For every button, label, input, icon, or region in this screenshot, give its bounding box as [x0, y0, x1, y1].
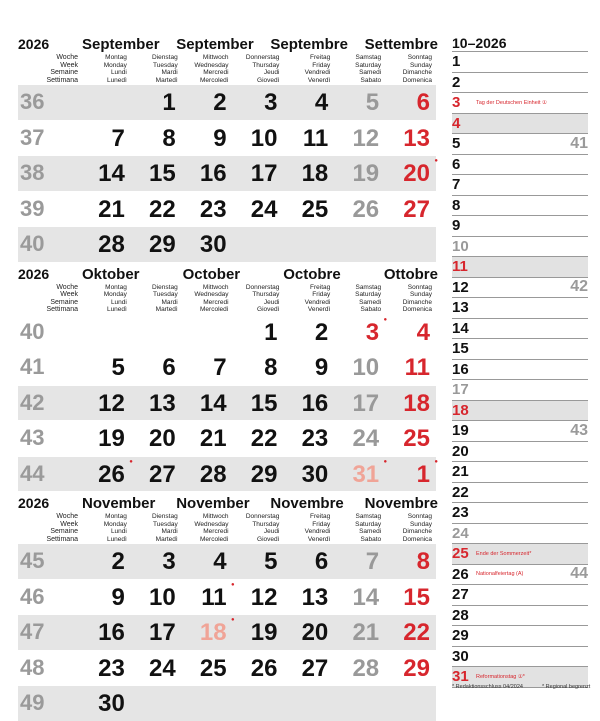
day-cell — [385, 686, 436, 721]
week-row — [18, 84, 436, 120]
week-days — [80, 350, 436, 385]
weekday-label: Montag Monday Lundi Lunedì — [103, 283, 127, 313]
week-days — [80, 615, 436, 650]
week-days — [80, 315, 436, 350]
weekday-labels — [80, 54, 436, 84]
day-cell — [283, 686, 334, 721]
month-header — [18, 32, 436, 84]
week-row — [18, 420, 436, 456]
week-number: 49 — [20, 690, 45, 716]
sidebar-day-number: 15 — [452, 340, 469, 358]
day-cell: 17 — [250, 160, 278, 187]
sidebar-day-row — [452, 93, 588, 114]
day-cell: 15 — [403, 583, 430, 611]
sidebar-day-row — [452, 606, 588, 627]
sidebar-day-number: 14 — [452, 319, 469, 337]
week-row — [18, 120, 436, 156]
holiday-note: Tag der Deutschen Einheit ① — [476, 99, 547, 106]
weekday-label: Freitag Friday Vendredi Venerdì — [304, 283, 331, 313]
holiday-note: Nationalfeiertag (A) — [476, 571, 524, 578]
week-number: 43 — [20, 425, 45, 451]
month-title: October — [182, 265, 241, 283]
month-title: Novembre — [364, 495, 438, 512]
weekday-label: Dienstag Tuesday Mardi Martedì — [152, 54, 178, 84]
day-cell: 5 — [264, 548, 278, 575]
weekday-label: Donnerstag Thursday Jeudi Giovedì — [245, 513, 280, 543]
day-cell: 20 — [149, 425, 176, 452]
weekday-label: Mittwoch Wednesday Mercredi Mercoledì — [194, 513, 229, 543]
week-number: 45 — [20, 548, 45, 574]
weekday-label: Sonntag Sunday Dimanche Domenica — [402, 283, 432, 313]
month-header — [18, 491, 436, 543]
day-cell: 1 ● — [416, 458, 438, 488]
weekday-label: Samstag Saturday Samedi Sabato — [355, 54, 382, 84]
week-row — [18, 349, 436, 385]
sidebar-day-number: 6 — [452, 155, 461, 173]
day-cell — [182, 315, 233, 350]
day-cell: 29 — [403, 654, 430, 682]
weekday-label: Donnerstag Thursday Jeudi Giovedì — [245, 283, 280, 313]
sidebar-day-number: 16 — [452, 360, 469, 378]
day-cell: 19 — [98, 425, 125, 452]
week-days — [80, 192, 436, 227]
day-cell: 13 — [403, 124, 430, 152]
month-sidebar — [452, 32, 591, 690]
day-cell: 27 — [403, 195, 430, 223]
week-row — [18, 650, 436, 686]
weekday-label: Dienstag Tuesday Mardi Martedì — [152, 283, 178, 313]
day-cell — [283, 227, 334, 262]
day-cell: 23 — [199, 195, 227, 223]
footer-note-right: * Regional begrenzt — [542, 684, 591, 690]
day-cell: 3 — [264, 89, 278, 116]
week-row — [18, 614, 436, 650]
sidebar-day-number: 28 — [452, 606, 469, 624]
sidebar-day-row — [452, 401, 588, 422]
holiday-note: Ende der Sommerzeit* — [476, 550, 532, 557]
week-number: 47 — [20, 619, 45, 645]
sidebar-day-number: 11 — [452, 258, 468, 276]
day-cell: 28 — [199, 460, 227, 488]
weekday-label: Samstag Saturday Samedi Sabato — [355, 283, 382, 313]
sidebar-day-number: 19 — [452, 422, 469, 440]
day-cell — [80, 85, 131, 120]
day-cell: 31 ● — [352, 458, 388, 488]
day-cell: 14 — [98, 160, 125, 187]
year-label: 2026 — [18, 495, 50, 511]
footer-note-left: * Redaktionsschluss 04/2024 — [452, 684, 523, 690]
month-title: November — [176, 495, 250, 512]
week-days — [80, 421, 436, 456]
sidebar-day-number: 1 — [452, 53, 461, 71]
day-cell: 9 — [111, 583, 125, 611]
week-number: 37 — [20, 124, 45, 150]
month-block — [18, 262, 436, 492]
day-cell: 14 — [352, 583, 380, 611]
sidebar-day-number: 5 — [452, 135, 461, 153]
week-number: 42 — [20, 389, 45, 415]
sidebar-day-row — [452, 196, 588, 217]
sidebar-day-row — [452, 319, 588, 340]
sidebar-day-number: 7 — [452, 176, 461, 194]
sidebar-day-row — [452, 278, 588, 299]
week-days — [80, 457, 436, 492]
sidebar-day-number: 2 — [452, 73, 461, 91]
day-cell: 7 — [365, 548, 380, 575]
day-cell: 19 — [352, 160, 380, 187]
day-cell: 22 — [403, 619, 430, 646]
weekday-label: Donnerstag Thursday Jeudi Giovedì — [245, 54, 280, 84]
sidebar-day-row — [452, 503, 588, 524]
weekday-label: Mittwoch Wednesday Mercredi Mercoledì — [194, 54, 229, 84]
day-cell: 30 — [98, 690, 125, 717]
month-titles — [82, 36, 438, 53]
day-cell: 23 — [98, 654, 125, 682]
week-days — [80, 651, 436, 686]
day-cell: 28 — [352, 654, 380, 682]
week-row — [18, 191, 436, 227]
day-cell: 10 — [352, 354, 380, 381]
sidebar-day-row — [452, 585, 588, 606]
month-title: Ottobre — [383, 265, 438, 283]
day-cell: 26 ● — [98, 458, 133, 488]
weekday-label: Montag Monday Lundi Lunedì — [103, 54, 127, 84]
sidebar-day-row — [452, 237, 588, 258]
sidebar-day-row — [452, 257, 588, 278]
month-block — [18, 491, 436, 721]
holiday-mark-icon: ● — [230, 617, 235, 623]
week-number: 40 — [20, 231, 45, 257]
day-cell: 18 ● — [199, 617, 235, 646]
year-label: 2026 — [18, 36, 50, 52]
week-number: 39 — [20, 195, 45, 221]
day-cell — [334, 686, 385, 721]
day-cell: 16 — [98, 619, 125, 646]
day-cell: 25 — [301, 195, 329, 223]
month-title: Octobre — [283, 265, 341, 283]
week-row — [18, 579, 436, 615]
day-cell: 26 — [352, 195, 380, 223]
month-titles — [82, 495, 438, 512]
sidebar-day-number: 18 — [452, 401, 469, 419]
day-cell: 3 ● — [365, 316, 388, 346]
weekday-label: Dienstag Tuesday Mardi Martedì — [152, 513, 178, 543]
month-header — [18, 262, 436, 314]
day-cell: 11 — [404, 354, 430, 381]
day-cell: 4 — [213, 548, 227, 575]
weekday-label: Mittwoch Wednesday Mercredi Mercoledì — [194, 283, 229, 313]
sidebar-day-row — [452, 114, 588, 135]
sidebar-day-row — [452, 626, 588, 647]
week-number: 48 — [20, 654, 45, 680]
holiday-mark-icon: ● — [383, 458, 388, 465]
month-title: September — [176, 36, 254, 53]
month-title: Novembre — [270, 495, 344, 512]
week-days — [80, 227, 436, 262]
day-cell: 16 — [199, 160, 227, 187]
week-number: 38 — [20, 160, 45, 186]
day-cell: 30 — [301, 460, 329, 488]
day-cell: 19 — [250, 619, 278, 646]
sidebar-day-row — [452, 380, 588, 401]
day-cell: 8 — [162, 124, 176, 152]
week-number: 46 — [20, 583, 45, 609]
day-cell: 29 — [149, 231, 176, 258]
day-cell: 25 — [403, 425, 430, 452]
day-cell: 2 — [111, 548, 125, 575]
day-cell: 2 — [213, 89, 227, 116]
sidebar-day-number: 12 — [452, 278, 469, 296]
sidebar-week-number: 41 — [570, 134, 588, 152]
day-cell: 29 — [250, 460, 278, 488]
day-cell: 10 — [250, 124, 278, 152]
day-cell: 18 — [403, 389, 430, 417]
sidebar-day-number: 17 — [452, 381, 469, 399]
week-days — [80, 544, 436, 579]
month-title: Septembre — [270, 36, 348, 53]
sidebar-day-number: 20 — [452, 442, 469, 460]
week-days — [80, 686, 436, 721]
sidebar-day-number: 9 — [452, 217, 461, 235]
sidebar-day-row — [452, 298, 588, 319]
sidebar-day-number: 23 — [452, 504, 469, 522]
holiday-mark-icon: ● — [434, 458, 438, 465]
sidebar-header: 10–2026 — [452, 32, 588, 52]
week-row — [18, 155, 436, 191]
day-cell: 17 — [352, 389, 380, 417]
sidebar-day-row — [452, 421, 588, 442]
day-cell — [385, 227, 436, 262]
sidebar-week-number: 42 — [570, 278, 588, 296]
day-cell: 13 — [149, 389, 176, 417]
week-days — [80, 85, 436, 120]
holiday-mark-icon: ● — [434, 158, 438, 164]
day-cell: 14 — [199, 389, 227, 417]
weekday-label: Samstag Saturday Samedi Sabato — [355, 513, 382, 543]
weekday-labels — [80, 284, 436, 314]
day-cell: 21 — [352, 619, 380, 646]
sidebar-day-number: 10 — [452, 237, 469, 255]
sidebar-day-row — [452, 462, 588, 483]
day-cell: 27 — [149, 460, 176, 488]
weekday-labels — [80, 513, 436, 543]
sidebar-day-row — [452, 544, 588, 565]
sidebar-day-row — [452, 442, 588, 463]
sidebar-day-row — [452, 524, 588, 545]
day-cell: 22 — [250, 425, 278, 452]
week-days — [80, 121, 436, 156]
week-number: 44 — [20, 460, 45, 486]
sidebar-day-row — [452, 565, 588, 586]
day-cell: 10 — [149, 583, 176, 611]
weekday-label: Sonntag Sunday Dimanche Domenica — [402, 54, 432, 84]
day-cell: 11 — [302, 124, 329, 152]
week-days — [80, 580, 436, 615]
month-block — [18, 32, 436, 262]
day-cell: 12 — [98, 389, 125, 417]
day-cell — [182, 686, 233, 721]
day-cell — [334, 227, 385, 262]
day-cell: 26 — [250, 654, 278, 682]
month-title: Settembre — [364, 36, 438, 53]
weekday-label: Sonntag Sunday Dimanche Domenica — [402, 513, 432, 543]
day-cell: 1 — [264, 318, 278, 346]
week-row — [18, 685, 436, 721]
sidebar-week-number: 44 — [570, 565, 588, 583]
day-cell: 8 — [416, 548, 430, 575]
month-title: Oktober — [82, 265, 140, 283]
day-cell: 20 — [301, 619, 329, 646]
day-cell: 15 — [149, 160, 176, 187]
day-cell — [131, 686, 182, 721]
holiday-mark-icon: ● — [383, 316, 388, 323]
day-cell: 5 — [111, 354, 125, 381]
day-cell: 9 — [314, 354, 329, 381]
month-titles — [82, 266, 438, 283]
day-cell: 7 — [213, 354, 227, 381]
day-cell: 22 — [149, 195, 176, 223]
sidebar-day-number: 21 — [452, 463, 469, 481]
week-row — [18, 543, 436, 579]
day-cell: 13 — [301, 583, 329, 611]
day-cell: 23 — [301, 425, 329, 452]
week-label: Woche Week Semaine Settimana — [46, 54, 78, 84]
sidebar-day-row — [452, 216, 588, 237]
holiday-mark-icon: ● — [230, 581, 235, 588]
sidebar-day-row — [452, 175, 588, 196]
day-cell: 6 — [162, 354, 176, 381]
day-cell: 18 — [301, 160, 329, 187]
day-cell: 24 — [250, 195, 278, 223]
week-label: Woche Week Semaine Settimana — [46, 513, 78, 543]
sidebar-day-number: 13 — [452, 299, 469, 317]
day-cell: 4 — [416, 318, 430, 346]
sidebar-day-number: 4 — [452, 114, 461, 132]
day-cell: 25 — [199, 654, 227, 682]
day-cell: 11 ● — [201, 581, 235, 611]
day-cell: 9 — [213, 124, 227, 152]
month-title: September — [82, 36, 160, 53]
sidebar-day-row — [452, 155, 588, 176]
week-row — [18, 456, 436, 492]
calendar — [18, 32, 436, 721]
day-cell: 28 — [98, 231, 125, 258]
day-cell: 17 — [149, 619, 176, 646]
day-cell: 8 — [264, 354, 278, 381]
sidebar-day-number: 24 — [452, 524, 469, 542]
sidebar-day-number: 8 — [452, 196, 461, 214]
day-cell: 5 — [365, 89, 380, 116]
day-cell: 6 — [416, 89, 430, 116]
sidebar-day-row — [452, 73, 588, 94]
sidebar-day-number: 29 — [452, 627, 469, 645]
day-cell: 15 — [250, 389, 278, 417]
week-number: 41 — [20, 354, 45, 380]
day-cell: 7 — [111, 124, 125, 152]
day-cell: 24 — [352, 425, 380, 452]
day-cell — [233, 686, 284, 721]
day-cell: 20 ● — [403, 158, 438, 187]
month-title: November — [82, 495, 156, 512]
day-cell: 3 — [162, 548, 176, 575]
day-cell: 2 — [314, 318, 329, 346]
week-row — [18, 314, 436, 350]
day-cell: 30 — [199, 231, 227, 258]
week-days — [80, 156, 436, 191]
day-cell: 21 — [98, 195, 125, 223]
week-row — [18, 385, 436, 421]
sidebar-day-row — [452, 134, 588, 155]
weekday-label: Montag Monday Lundi Lunedì — [103, 513, 127, 543]
day-cell: 1 — [162, 89, 176, 116]
sidebar-day-number: 3 — [452, 94, 461, 112]
day-cell — [233, 227, 284, 262]
sidebar-day-row — [452, 647, 588, 668]
sidebar-day-number: 31 — [452, 668, 469, 686]
day-cell — [80, 315, 131, 350]
day-cell — [131, 315, 182, 350]
sidebar-week-number: 43 — [570, 421, 588, 439]
sidebar-day-number: 27 — [452, 586, 469, 604]
sidebar-day-number: 26 — [452, 565, 469, 583]
day-cell: 6 — [314, 548, 329, 575]
weekday-label: Freitag Friday Vendredi Venerdì — [304, 54, 331, 84]
day-cell: 12 — [250, 583, 278, 611]
sidebar-day-number: 30 — [452, 647, 469, 665]
year-label: 2026 — [18, 265, 50, 282]
sidebar-day-row — [452, 360, 588, 381]
sidebar-day-row — [452, 52, 588, 73]
weekday-label: Freitag Friday Vendredi Venerdì — [304, 513, 331, 543]
day-cell: 24 — [149, 654, 176, 682]
day-cell: 21 — [199, 425, 227, 452]
day-cell: 12 — [352, 124, 380, 152]
sidebar-day-row — [452, 339, 588, 360]
week-days — [80, 386, 436, 421]
sidebar-day-number: 22 — [452, 483, 469, 501]
week-number: 36 — [20, 89, 45, 115]
day-cell: 27 — [301, 654, 329, 682]
holiday-mark-icon: ● — [129, 458, 133, 465]
week-number: 40 — [20, 318, 45, 344]
sidebar-day-row — [452, 483, 588, 504]
holiday-note: Reformationstag ①* — [476, 673, 525, 680]
day-cell: 4 — [314, 89, 329, 116]
day-cell: 16 — [301, 389, 329, 417]
week-label: Woche Week Semaine Settimana — [46, 283, 78, 313]
week-row — [18, 226, 436, 262]
sidebar-day-number: 25 — [452, 545, 469, 563]
